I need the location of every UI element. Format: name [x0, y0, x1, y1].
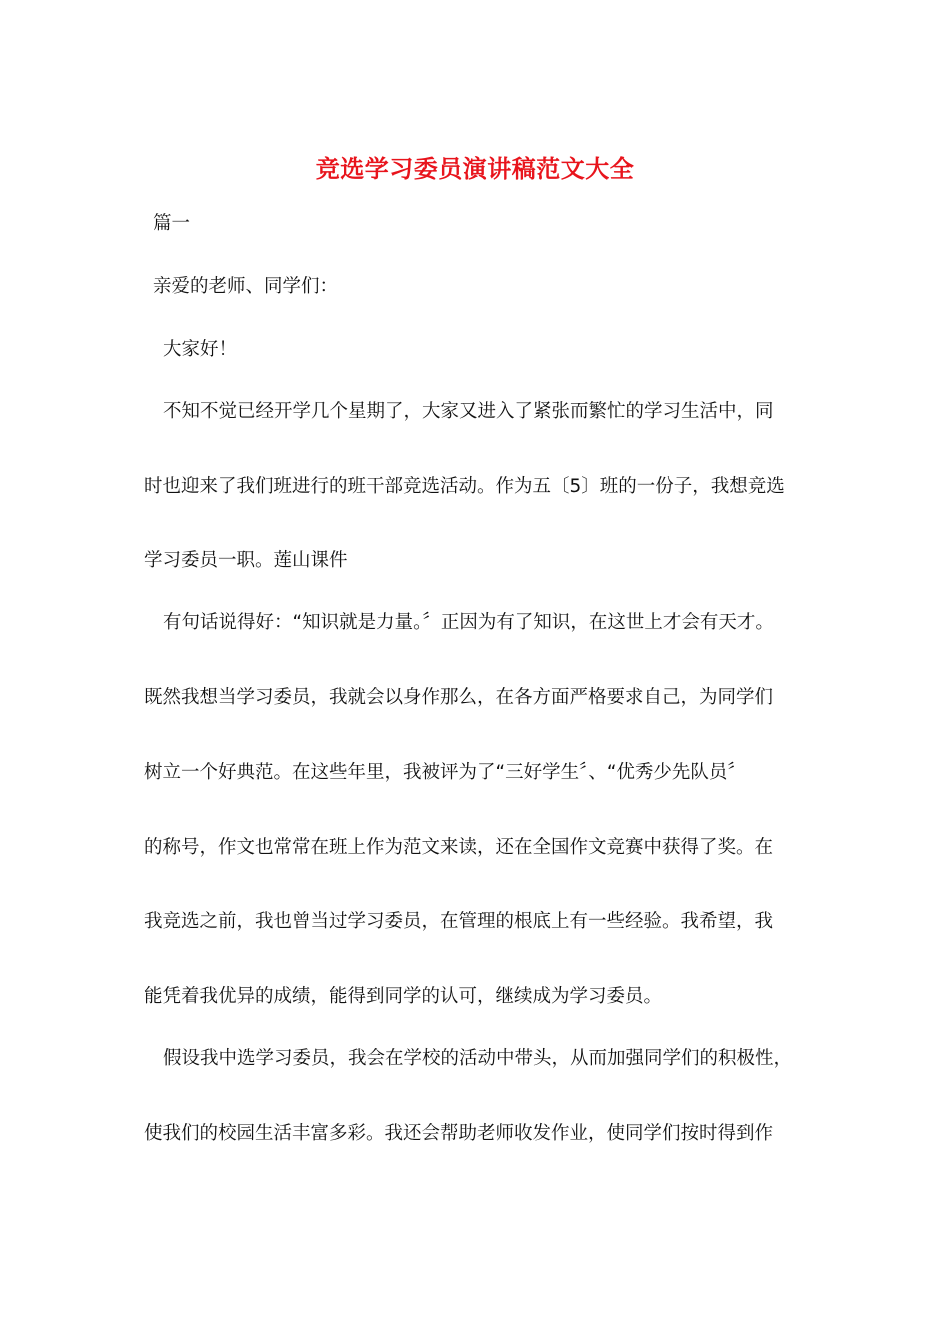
paragraph-line: 树立一个好典范。在这些年里，我被评为了“三好学生〞、“优秀少先队员〞: [144, 762, 746, 783]
salutation: 大家好！: [163, 339, 238, 360]
paragraph-line: 的称号，作文也常常在班上作为范文来读，还在全国作文竞赛中获得了奖。在: [144, 837, 774, 858]
section-heading: 篇一: [153, 213, 191, 234]
greeting: 亲爱的老师、同学们：: [153, 276, 339, 297]
paragraph-line: 有句话说得好：“知识就是力量。〞正因为有了知识，在这世上才会有天才。: [163, 612, 774, 633]
paragraph-line: 我竞选之前，我也曾当过学习委员，在管理的根底上有一些经验。我希望，我: [144, 911, 774, 932]
paragraph-line: 能凭着我优异的成绩，能得到同学的认可，继续成为学习委员。: [144, 986, 663, 1007]
paragraph-line: 假设我中选学习委员，我会在学校的活动中带头，从而加强同学们的积极性，: [163, 1048, 793, 1069]
document-title: 竞选学习委员演讲稿范文大全: [315, 154, 635, 183]
paragraph-line: 既然我想当学习委员，我就会以身作那么，在各方面严格要求自己，为同学们: [144, 687, 774, 708]
paragraph-line: 时也迎来了我们班进行的班干部竞选活动。作为五〔5〕班的一份子，我想竞选: [144, 476, 785, 497]
paragraph-line: 使我们的校园生活丰富多彩。我还会帮助老师收发作业，使同学们按时得到作: [144, 1123, 774, 1144]
paragraph-line: 不知不觉已经开学几个星期了，大家又进入了紧张而繁忙的学习生活中，同: [163, 401, 774, 422]
paragraph-line: 学习委员一职。莲山课件: [144, 550, 348, 571]
